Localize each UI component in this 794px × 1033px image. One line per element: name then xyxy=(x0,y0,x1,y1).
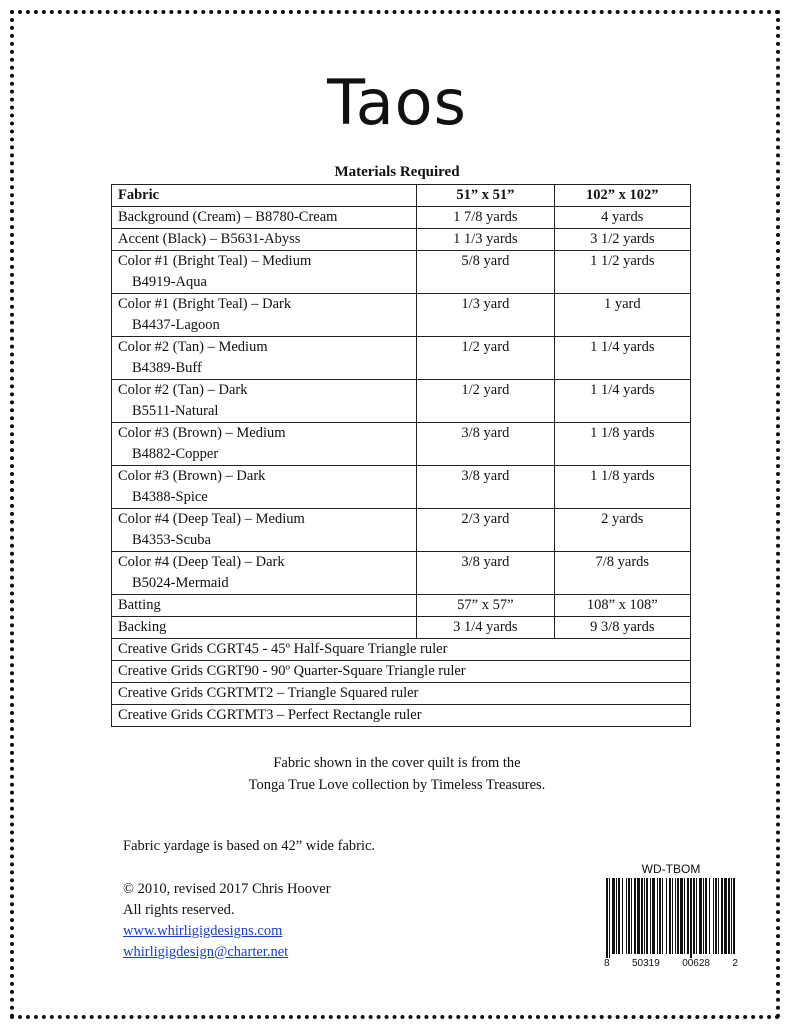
table-row xyxy=(112,552,691,595)
ruler-item: Creative Grids CGRT90 - 90º Quarter-Square Triangle ruler xyxy=(112,661,691,683)
yardage-large: 2 yards xyxy=(554,509,690,552)
fabric-name: Color #2 (Tan) – Dark xyxy=(118,382,248,398)
barcode-digit-check: 2 xyxy=(732,958,738,969)
table-row xyxy=(112,229,691,251)
barcode xyxy=(604,862,738,972)
fabric-cell xyxy=(112,509,417,552)
barcode-digit-lead: 8 xyxy=(604,958,610,969)
fabric-name: Backing xyxy=(118,619,167,635)
yardage-small: 1/3 yard xyxy=(417,294,554,337)
yardage-small: 1/2 yard xyxy=(417,380,554,423)
materials-heading: Materials Required xyxy=(334,164,460,180)
ruler-item: Creative Grids CGRT45 - 45º Half-Square Triangle ruler xyxy=(112,639,691,661)
fabric-code: B4353-Scuba xyxy=(132,532,211,548)
fabric-cell xyxy=(112,251,417,294)
fabric-code: B4882-Copper xyxy=(132,446,219,462)
yardage-small: 5/8 yard xyxy=(417,251,554,294)
fabric-cell xyxy=(112,207,417,229)
email-link[interactable]: whirligigdesign@charter.net xyxy=(123,944,289,960)
barcode-code: WD-TBOM xyxy=(641,862,701,876)
table-row xyxy=(112,251,691,294)
table-header-row xyxy=(112,185,691,207)
barcode-digit-group-2: 00628 xyxy=(682,958,710,969)
yardage-note: Fabric yardage is based on 42” wide fabric. xyxy=(123,838,376,854)
fabric-name: Color #1 (Bright Teal) – Medium xyxy=(118,253,312,269)
yardage-large: 9 3/8 yards xyxy=(554,617,690,639)
table-row xyxy=(112,466,691,509)
note-line-1: Fabric shown in the cover quilt is from the xyxy=(273,755,521,771)
fabric-cell xyxy=(112,380,417,423)
copyright-text: © 2010, revised 2017 Chris Hoover xyxy=(123,881,331,897)
note-line-2: Tonga True Love collection by Timeless Treasures. xyxy=(248,777,546,793)
fabric-name: Color #3 (Brown) – Medium xyxy=(118,425,286,441)
fabric-name: Batting xyxy=(118,597,161,613)
rights-text: All rights reserved. xyxy=(123,902,235,918)
header-size-small: 51” x 51” xyxy=(417,185,554,207)
table-row xyxy=(112,509,691,552)
ruler-row xyxy=(112,705,691,727)
yardage-small: 3 1/4 yards xyxy=(417,617,554,639)
fabric-code: B4437-Lagoon xyxy=(132,317,220,333)
fabric-name: Color #2 (Tan) – Medium xyxy=(118,339,268,355)
header-size-large: 102” x 102” xyxy=(554,185,690,207)
yardage-small: 1 1/3 yards xyxy=(417,229,554,251)
table-row xyxy=(112,380,691,423)
fabric-name: Color #3 (Brown) – Dark xyxy=(118,468,266,484)
ruler-row xyxy=(112,683,691,705)
fabric-code: B5024-Mermaid xyxy=(132,575,229,591)
fabric-code: B4919-Aqua xyxy=(132,274,207,290)
yardage-large: 1 1/8 yards xyxy=(554,423,690,466)
fabric-cell xyxy=(112,294,417,337)
contact-block xyxy=(123,879,331,963)
barcode-icon xyxy=(604,878,738,958)
yardage-large: 7/8 yards xyxy=(554,552,690,595)
table-row xyxy=(112,595,691,617)
yardage-small: 1 7/8 yards xyxy=(417,207,554,229)
fabric-code: B5511-Natural xyxy=(132,403,219,419)
table-row xyxy=(112,423,691,466)
yardage-large: 1 1/2 yards xyxy=(554,251,690,294)
header-fabric: Fabric xyxy=(112,185,417,207)
table-row xyxy=(112,617,691,639)
page-title: Taos xyxy=(327,66,467,139)
fabric-name: Color #1 (Bright Teal) – Dark xyxy=(118,296,292,312)
yardage-small: 57” x 57” xyxy=(417,595,554,617)
fabric-name: Background (Cream) – B8780-Cream xyxy=(118,209,338,225)
table-row xyxy=(112,294,691,337)
fabric-name: Color #4 (Deep Teal) – Medium xyxy=(118,511,305,527)
yardage-large: 4 yards xyxy=(554,207,690,229)
yardage-small: 3/8 yard xyxy=(417,552,554,595)
yardage-small: 3/8 yard xyxy=(417,466,554,509)
yardage-small: 3/8 yard xyxy=(417,423,554,466)
materials-table xyxy=(111,184,691,727)
yardage-large: 108” x 108” xyxy=(554,595,690,617)
fabric-cell xyxy=(112,617,417,639)
yardage-small: 2/3 yard xyxy=(417,509,554,552)
fabric-collection-note xyxy=(0,752,794,796)
yardage-large: 1 1/8 yards xyxy=(554,466,690,509)
barcode-digit-group-1: 50319 xyxy=(631,958,660,969)
table-row xyxy=(112,207,691,229)
fabric-cell xyxy=(112,595,417,617)
fabric-cell xyxy=(112,337,417,380)
fabric-code: B4389-Buff xyxy=(132,360,202,376)
fabric-cell xyxy=(112,466,417,509)
ruler-row xyxy=(112,661,691,683)
ruler-item: Creative Grids CGRTMT3 – Perfect Rectangle ruler xyxy=(112,705,691,727)
website-link[interactable]: www.whirligigdesigns.com xyxy=(123,923,283,939)
ruler-item: Creative Grids CGRTMT2 – Triangle Squared ruler xyxy=(112,683,691,705)
table-row xyxy=(112,337,691,380)
yardage-large: 1 yard xyxy=(554,294,690,337)
barcode-digits xyxy=(604,958,738,969)
yardage-large: 3 1/2 yards xyxy=(554,229,690,251)
fabric-code: B4388-Spice xyxy=(132,489,208,505)
fabric-name: Color #4 (Deep Teal) – Dark xyxy=(118,554,285,570)
ruler-row xyxy=(112,639,691,661)
yardage-large: 1 1/4 yards xyxy=(554,380,690,423)
fabric-name: Accent (Black) – B5631-Abyss xyxy=(118,231,301,247)
fabric-cell xyxy=(112,552,417,595)
yardage-small: 1/2 yard xyxy=(417,337,554,380)
fabric-cell xyxy=(112,229,417,251)
fabric-cell xyxy=(112,423,417,466)
yardage-large: 1 1/4 yards xyxy=(554,337,690,380)
